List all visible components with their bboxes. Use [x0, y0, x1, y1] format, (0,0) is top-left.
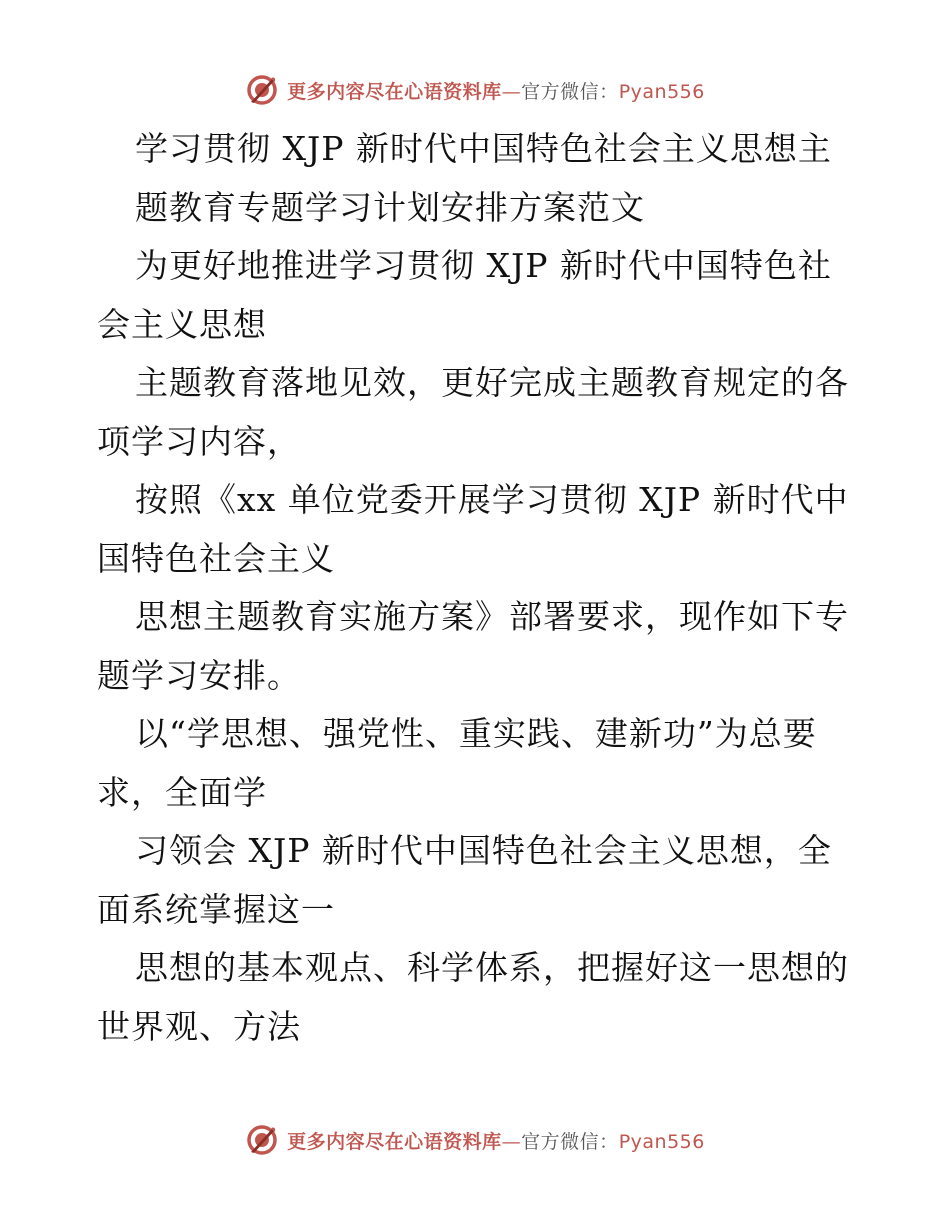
paragraph-line: 会主义思想 — [97, 304, 267, 344]
paragraph-line: 以“学思想、强党性、重实践、建新功”为总要 — [135, 714, 817, 753]
banner-brand: 更多内容尽在心语资料库 — [287, 1130, 502, 1153]
paragraph-line: 世界观、方法 — [97, 1006, 301, 1046]
paragraph-line: 求，全面学 — [97, 772, 267, 812]
header-banner — [0, 70, 950, 110]
paragraph-line: 主题教育落地见效，更好完成主题教育规定的各 — [135, 363, 849, 402]
paragraph-line: 按照《xx 单位党委开展学习贯彻 XJP 新时代中 — [135, 480, 849, 519]
paragraph-line: 为更好地推进学习贯彻 XJP 新时代中国特色社 — [135, 246, 832, 285]
banner-wechat-id: Pyan556 — [618, 80, 705, 103]
banner-text — [287, 77, 705, 104]
paragraph-line: 国特色社会主义 — [97, 538, 335, 578]
footer-banner — [0, 1120, 950, 1160]
banner-wechat-id: Pyan556 — [618, 1130, 705, 1153]
banner-dash: — — [501, 80, 522, 103]
banner-wechat-label: 官方微信： — [521, 1130, 619, 1153]
banner-dash: — — [501, 1130, 522, 1153]
document-body — [97, 120, 857, 1056]
title-line-1: 学习贯彻 XJP 新时代中国特色社会主义思想主 — [135, 129, 832, 168]
paragraph-line: 项学习内容， — [97, 421, 301, 461]
banner-brand: 更多内容尽在心语资料库 — [287, 80, 502, 103]
paragraph-line: 习领会 XJP 新时代中国特色社会主义思想，全 — [135, 831, 832, 870]
title-line-2: 题教育专题学习计划安排方案范文 — [135, 187, 645, 227]
paragraph-line: 面系统掌握这一 — [97, 889, 335, 929]
paragraph-line: 思想主题教育实施方案》部署要求，现作如下专 — [135, 597, 849, 636]
quill-seal-icon — [245, 1123, 279, 1157]
paragraph-line: 题学习安排。 — [97, 655, 301, 695]
paragraph-line: 思想的基本观点、科学体系，把握好这一思想的 — [135, 948, 849, 987]
banner-text — [287, 1127, 705, 1154]
banner-wechat-label: 官方微信： — [521, 80, 619, 103]
quill-seal-icon — [245, 73, 279, 107]
